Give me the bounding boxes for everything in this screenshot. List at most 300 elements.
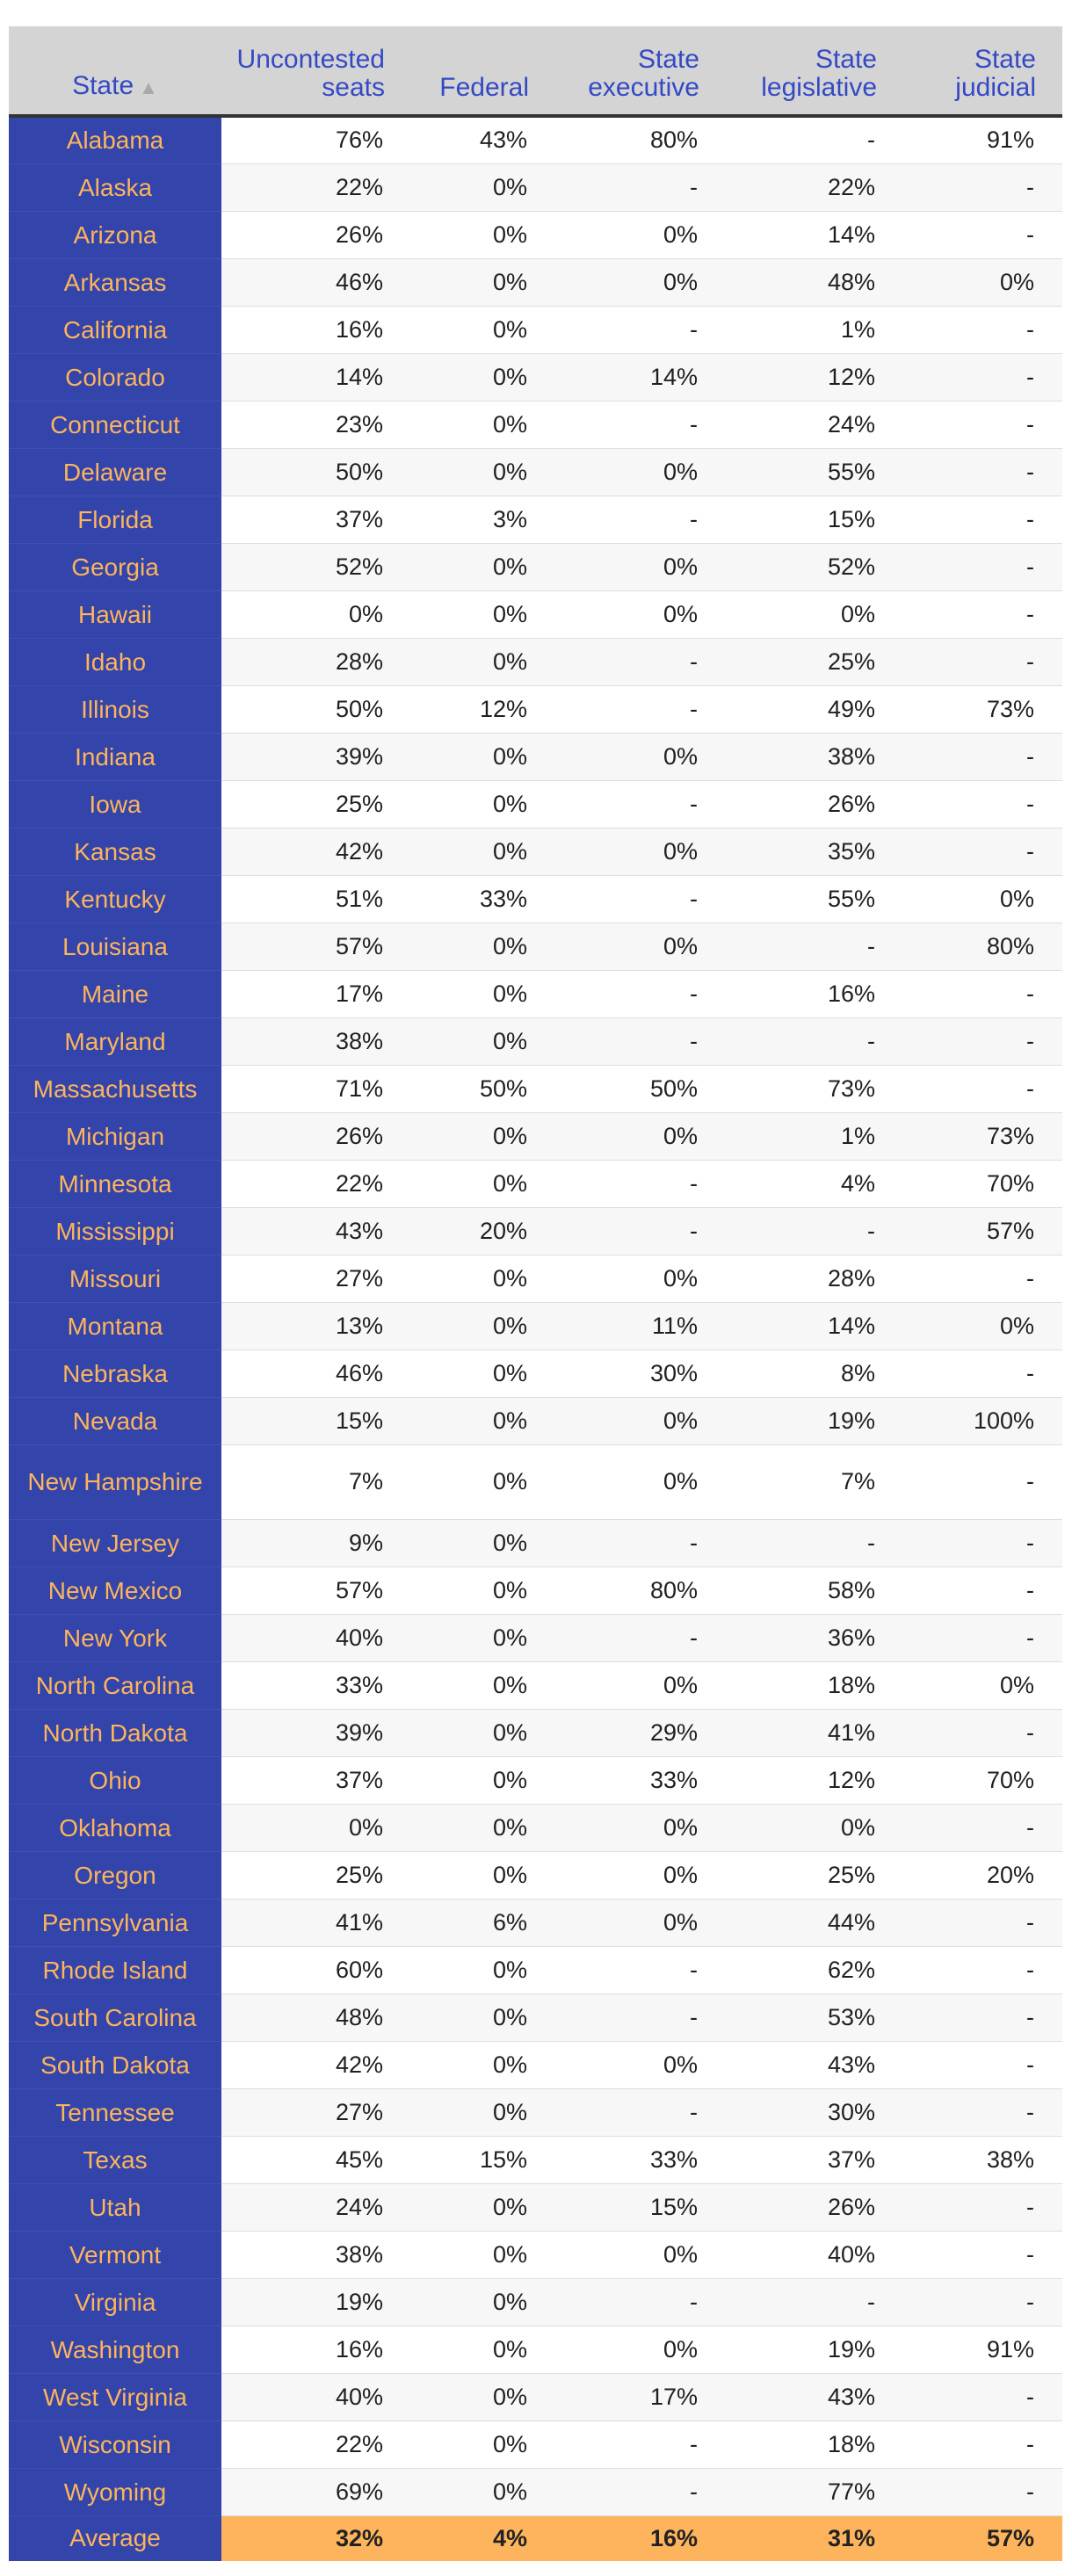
table-body: [9, 116, 1062, 2515]
state-executive-cell: -: [555, 2420, 726, 2468]
state-name-cell: Texas: [9, 2136, 221, 2183]
federal-cell: 0%: [411, 1851, 555, 1899]
column-header-federal[interactable]: [411, 26, 555, 116]
uncontested-seats-cell: 39%: [221, 1709, 411, 1756]
state-name-cell: Iowa: [9, 780, 221, 828]
federal-cell: 3%: [411, 496, 555, 543]
federal-cell: 0%: [411, 1756, 555, 1804]
state-executive-cell: -: [555, 2468, 726, 2515]
uncontested-seats-cell: 76%: [221, 116, 411, 163]
state-judicial-cell: -: [903, 733, 1062, 780]
state-judicial-cell: -: [903, 590, 1062, 638]
state-judicial-cell: 20%: [903, 1851, 1062, 1899]
state-judicial-cell: 100%: [903, 1397, 1062, 1444]
table-row: [9, 2136, 1062, 2183]
table-row: [9, 401, 1062, 448]
state-judicial-cell: -: [903, 638, 1062, 685]
federal-cell: 0%: [411, 1567, 555, 1614]
federal-cell: 15%: [411, 2136, 555, 2183]
state-name-cell: North Carolina: [9, 1661, 221, 1709]
column-header-state-legislative[interactable]: [726, 26, 903, 116]
uncontested-seats-cell: 51%: [221, 875, 411, 923]
table-row: [9, 1756, 1062, 1804]
table-row: [9, 1112, 1062, 1160]
state-name-cell: Oregon: [9, 1851, 221, 1899]
average-label: Average: [9, 2515, 221, 2561]
federal-cell: 20%: [411, 1207, 555, 1255]
federal-cell: 0%: [411, 2373, 555, 2420]
state-legislative-cell: 35%: [726, 828, 903, 875]
uncontested-seats-cell: 71%: [221, 1065, 411, 1112]
state-name-cell: Washington: [9, 2326, 221, 2373]
state-legislative-cell: 18%: [726, 1661, 903, 1709]
uncontested-seats-cell: 37%: [221, 496, 411, 543]
column-header-state[interactable]: [9, 26, 221, 116]
table-row: [9, 1519, 1062, 1567]
table-footer: [9, 2515, 1062, 2561]
state-name-cell: Nebraska: [9, 1350, 221, 1397]
state-executive-cell: -: [555, 1207, 726, 1255]
state-judicial-cell: 70%: [903, 1160, 1062, 1207]
state-name-cell: Minnesota: [9, 1160, 221, 1207]
state-legislative-cell: 26%: [726, 2183, 903, 2231]
uncontested-seats-cell: 28%: [221, 638, 411, 685]
federal-cell: 0%: [411, 353, 555, 401]
state-judicial-cell: -: [903, 828, 1062, 875]
table-row: [9, 875, 1062, 923]
state-executive-cell: 33%: [555, 2136, 726, 2183]
table-row: [9, 211, 1062, 258]
uncontested-seats-cell: 16%: [221, 306, 411, 353]
uncontested-seats-cell: 45%: [221, 2136, 411, 2183]
state-legislative-cell: 16%: [726, 970, 903, 1017]
state-executive-cell: -: [555, 1614, 726, 1661]
state-executive-cell: 0%: [555, 211, 726, 258]
uncontested-seats-table: [9, 26, 1062, 2561]
average-state-executive-cell: 16%: [555, 2515, 726, 2561]
federal-cell: 0%: [411, 780, 555, 828]
state-judicial-cell: 91%: [903, 2326, 1062, 2373]
state-executive-cell: 0%: [555, 1397, 726, 1444]
state-legislative-cell: 37%: [726, 2136, 903, 2183]
table-row: [9, 1255, 1062, 1302]
state-legislative-cell: 1%: [726, 306, 903, 353]
state-legislative-cell: 19%: [726, 2326, 903, 2373]
uncontested-seats-cell: 16%: [221, 2326, 411, 2373]
state-legislative-cell: 36%: [726, 1614, 903, 1661]
state-legislative-cell: 38%: [726, 733, 903, 780]
state-judicial-cell: -: [903, 1255, 1062, 1302]
state-legislative-cell: -: [726, 923, 903, 970]
state-legislative-cell: 77%: [726, 2468, 903, 2515]
federal-cell: 50%: [411, 1065, 555, 1112]
state-name-cell: Wyoming: [9, 2468, 221, 2515]
state-legislative-cell: 58%: [726, 1567, 903, 1614]
table-row: [9, 970, 1062, 1017]
column-header-label: State: [72, 71, 134, 100]
state-legislative-cell: 14%: [726, 211, 903, 258]
federal-cell: 0%: [411, 1350, 555, 1397]
table-row: [9, 2183, 1062, 2231]
column-header-label: legislative: [761, 73, 877, 102]
state-name-cell: West Virginia: [9, 2373, 221, 2420]
state-judicial-cell: 38%: [903, 2136, 1062, 2183]
federal-cell: 0%: [411, 970, 555, 1017]
state-judicial-cell: -: [903, 2041, 1062, 2088]
state-legislative-cell: -: [726, 1519, 903, 1567]
state-legislative-cell: 18%: [726, 2420, 903, 2468]
uncontested-seats-cell: 48%: [221, 1994, 411, 2041]
state-judicial-cell: -: [903, 496, 1062, 543]
state-executive-cell: 80%: [555, 116, 726, 163]
average-state-judicial-cell: 57%: [903, 2515, 1062, 2561]
table-row: [9, 2420, 1062, 2468]
state-executive-cell: 0%: [555, 1661, 726, 1709]
state-name-cell: Florida: [9, 496, 221, 543]
state-legislative-cell: -: [726, 116, 903, 163]
uncontested-seats-cell: 25%: [221, 1851, 411, 1899]
state-executive-cell: -: [555, 2088, 726, 2136]
table-row: [9, 685, 1062, 733]
average-uncontested-seats-cell: 32%: [221, 2515, 411, 2561]
table-row: [9, 543, 1062, 590]
table-row: [9, 2088, 1062, 2136]
state-judicial-cell: -: [903, 2420, 1062, 2468]
sort-ascending-icon[interactable]: ▲: [139, 76, 158, 98]
table-row: [9, 116, 1062, 163]
state-judicial-cell: -: [903, 1350, 1062, 1397]
state-judicial-cell: -: [903, 1065, 1062, 1112]
uncontested-seats-cell: 0%: [221, 590, 411, 638]
uncontested-seats-cell: 39%: [221, 733, 411, 780]
state-executive-cell: 17%: [555, 2373, 726, 2420]
state-name-cell: Colorado: [9, 353, 221, 401]
state-legislative-cell: 28%: [726, 1255, 903, 1302]
federal-cell: 0%: [411, 163, 555, 211]
federal-cell: 0%: [411, 2183, 555, 2231]
federal-cell: 0%: [411, 590, 555, 638]
uncontested-seats-cell: 22%: [221, 2420, 411, 2468]
state-legislative-cell: 14%: [726, 1302, 903, 1350]
state-judicial-cell: -: [903, 1567, 1062, 1614]
federal-cell: 0%: [411, 448, 555, 496]
state-judicial-cell: 80%: [903, 923, 1062, 970]
state-name-cell: Indiana: [9, 733, 221, 780]
state-executive-cell: 0%: [555, 1851, 726, 1899]
federal-cell: 0%: [411, 733, 555, 780]
state-judicial-cell: -: [903, 1444, 1062, 1519]
state-name-cell: Mississippi: [9, 1207, 221, 1255]
column-header-label: State: [637, 45, 699, 74]
state-judicial-cell: -: [903, 1804, 1062, 1851]
table-row: [9, 1899, 1062, 1946]
state-executive-cell: 0%: [555, 2326, 726, 2373]
state-legislative-cell: 22%: [726, 163, 903, 211]
federal-cell: 0%: [411, 1017, 555, 1065]
state-legislative-cell: 55%: [726, 448, 903, 496]
federal-cell: 0%: [411, 1519, 555, 1567]
table-row: [9, 2041, 1062, 2088]
state-executive-cell: 0%: [555, 590, 726, 638]
state-executive-cell: -: [555, 401, 726, 448]
state-judicial-cell: -: [903, 211, 1062, 258]
state-judicial-cell: -: [903, 2088, 1062, 2136]
uncontested-seats-cell: 46%: [221, 1350, 411, 1397]
federal-cell: 0%: [411, 828, 555, 875]
state-judicial-cell: 73%: [903, 1112, 1062, 1160]
federal-cell: 0%: [411, 2326, 555, 2373]
state-name-cell: Massachusetts: [9, 1065, 221, 1112]
column-header-label: seats: [322, 73, 385, 102]
state-name-cell: South Dakota: [9, 2041, 221, 2088]
state-legislative-cell: -: [726, 2278, 903, 2326]
federal-cell: 12%: [411, 685, 555, 733]
uncontested-seats-cell: 41%: [221, 1899, 411, 1946]
table-row: [9, 1661, 1062, 1709]
state-name-cell: Alabama: [9, 116, 221, 163]
uncontested-seats-cell: 60%: [221, 1946, 411, 1994]
table-row: [9, 1709, 1062, 1756]
table-row: [9, 2468, 1062, 2515]
state-executive-cell: 33%: [555, 1756, 726, 1804]
federal-cell: 6%: [411, 1899, 555, 1946]
table-row: [9, 1614, 1062, 1661]
federal-cell: 33%: [411, 875, 555, 923]
state-name-cell: Michigan: [9, 1112, 221, 1160]
state-legislative-cell: 0%: [726, 1804, 903, 1851]
state-judicial-cell: -: [903, 2278, 1062, 2326]
uncontested-seats-cell: 52%: [221, 543, 411, 590]
state-judicial-cell: -: [903, 306, 1062, 353]
table-row: [9, 1397, 1062, 1444]
state-executive-cell: 11%: [555, 1302, 726, 1350]
uncontested-seats-cell: 37%: [221, 1756, 411, 1804]
state-judicial-cell: -: [903, 543, 1062, 590]
federal-cell: 0%: [411, 2278, 555, 2326]
state-executive-cell: 15%: [555, 2183, 726, 2231]
state-name-cell: Wisconsin: [9, 2420, 221, 2468]
uncontested-seats-cell: 69%: [221, 2468, 411, 2515]
state-legislative-cell: 1%: [726, 1112, 903, 1160]
federal-cell: 43%: [411, 116, 555, 163]
uncontested-seats-cell: 42%: [221, 828, 411, 875]
federal-cell: 0%: [411, 1709, 555, 1756]
uncontested-seats-cell: 43%: [221, 1207, 411, 1255]
state-judicial-cell: -: [903, 1017, 1062, 1065]
state-legislative-cell: 43%: [726, 2041, 903, 2088]
state-name-cell: Maine: [9, 970, 221, 1017]
state-legislative-cell: 25%: [726, 638, 903, 685]
table-row: [9, 733, 1062, 780]
state-legislative-cell: 4%: [726, 1160, 903, 1207]
uncontested-seats-cell: 14%: [221, 353, 411, 401]
uncontested-seats-cell: 26%: [221, 211, 411, 258]
column-header-label: State: [815, 45, 877, 74]
column-header-state-judicial[interactable]: [903, 26, 1062, 116]
average-row: [9, 2515, 1062, 2561]
uncontested-seats-cell: 40%: [221, 1614, 411, 1661]
state-name-cell: Montana: [9, 1302, 221, 1350]
federal-cell: 0%: [411, 2088, 555, 2136]
state-executive-cell: 0%: [555, 1112, 726, 1160]
federal-cell: 0%: [411, 1946, 555, 1994]
uncontested-seats-cell: 57%: [221, 1567, 411, 1614]
state-executive-cell: 0%: [555, 828, 726, 875]
state-executive-cell: -: [555, 780, 726, 828]
state-executive-cell: 0%: [555, 1804, 726, 1851]
state-name-cell: Delaware: [9, 448, 221, 496]
federal-cell: 0%: [411, 1804, 555, 1851]
uncontested-seats-cell: 22%: [221, 163, 411, 211]
state-name-cell: Georgia: [9, 543, 221, 590]
state-executive-cell: 0%: [555, 1255, 726, 1302]
state-judicial-cell: -: [903, 163, 1062, 211]
state-judicial-cell: 70%: [903, 1756, 1062, 1804]
table-row: [9, 1065, 1062, 1112]
state-judicial-cell: -: [903, 1994, 1062, 2041]
uncontested-seats-cell: 15%: [221, 1397, 411, 1444]
state-name-cell: New York: [9, 1614, 221, 1661]
table-row: [9, 780, 1062, 828]
state-judicial-cell: -: [903, 353, 1062, 401]
uncontested-seats-cell: 46%: [221, 258, 411, 306]
state-name-cell: Maryland: [9, 1017, 221, 1065]
uncontested-seats-cell: 42%: [221, 2041, 411, 2088]
state-executive-cell: -: [555, 2278, 726, 2326]
state-name-cell: New Hampshire: [9, 1444, 221, 1519]
table-row: [9, 828, 1062, 875]
table-row: [9, 353, 1062, 401]
state-judicial-cell: -: [903, 448, 1062, 496]
federal-cell: 0%: [411, 2231, 555, 2278]
federal-cell: 0%: [411, 1444, 555, 1519]
column-header-state-executive[interactable]: [555, 26, 726, 116]
state-legislative-cell: 53%: [726, 1994, 903, 2041]
state-name-cell: Missouri: [9, 1255, 221, 1302]
state-name-cell: North Dakota: [9, 1709, 221, 1756]
uncontested-seats-cell: 33%: [221, 1661, 411, 1709]
state-name-cell: Virginia: [9, 2278, 221, 2326]
state-executive-cell: -: [555, 163, 726, 211]
state-executive-cell: 80%: [555, 1567, 726, 1614]
table-row: [9, 1994, 1062, 2041]
column-header-uncontested-seats[interactable]: [221, 26, 411, 116]
state-legislative-cell: 7%: [726, 1444, 903, 1519]
state-name-cell: Kentucky: [9, 875, 221, 923]
federal-cell: 0%: [411, 211, 555, 258]
federal-cell: 0%: [411, 258, 555, 306]
state-legislative-cell: 12%: [726, 353, 903, 401]
uncontested-seats-cell: 13%: [221, 1302, 411, 1350]
federal-cell: 0%: [411, 1255, 555, 1302]
state-executive-cell: 0%: [555, 2231, 726, 2278]
state-executive-cell: -: [555, 306, 726, 353]
federal-cell: 0%: [411, 543, 555, 590]
state-legislative-cell: 73%: [726, 1065, 903, 1112]
table-row: [9, 1207, 1062, 1255]
state-judicial-cell: -: [903, 401, 1062, 448]
federal-cell: 0%: [411, 401, 555, 448]
table-row: [9, 1851, 1062, 1899]
state-name-cell: Arizona: [9, 211, 221, 258]
state-judicial-cell: -: [903, 1946, 1062, 1994]
state-judicial-cell: -: [903, 1614, 1062, 1661]
table-row: [9, 1160, 1062, 1207]
state-legislative-cell: 8%: [726, 1350, 903, 1397]
table-row: [9, 1946, 1062, 1994]
state-name-cell: Rhode Island: [9, 1946, 221, 1994]
average-state-legislative-cell: 31%: [726, 2515, 903, 2561]
state-executive-cell: -: [555, 970, 726, 1017]
header-row: [9, 26, 1062, 116]
state-legislative-cell: 40%: [726, 2231, 903, 2278]
state-executive-cell: 0%: [555, 258, 726, 306]
state-executive-cell: -: [555, 685, 726, 733]
table-row: [9, 306, 1062, 353]
uncontested-seats-cell: 24%: [221, 2183, 411, 2231]
federal-cell: 0%: [411, 638, 555, 685]
federal-cell: 0%: [411, 306, 555, 353]
column-header-label: executive: [588, 73, 699, 102]
state-executive-cell: 30%: [555, 1350, 726, 1397]
state-executive-cell: -: [555, 1946, 726, 1994]
state-judicial-cell: 57%: [903, 1207, 1062, 1255]
state-executive-cell: -: [555, 1017, 726, 1065]
state-legislative-cell: -: [726, 1207, 903, 1255]
state-legislative-cell: 55%: [726, 875, 903, 923]
federal-cell: 0%: [411, 2420, 555, 2468]
uncontested-seats-cell: 25%: [221, 780, 411, 828]
state-legislative-cell: 52%: [726, 543, 903, 590]
uncontested-seats-cell: 7%: [221, 1444, 411, 1519]
column-header-label: judicial: [955, 73, 1036, 102]
state-judicial-cell: -: [903, 1899, 1062, 1946]
state-judicial-cell: -: [903, 1709, 1062, 1756]
state-judicial-cell: 0%: [903, 258, 1062, 306]
state-executive-cell: -: [555, 496, 726, 543]
state-name-cell: Oklahoma: [9, 1804, 221, 1851]
uncontested-seats-cell: 38%: [221, 1017, 411, 1065]
state-judicial-cell: -: [903, 1519, 1062, 1567]
state-judicial-cell: 0%: [903, 875, 1062, 923]
state-executive-cell: 14%: [555, 353, 726, 401]
state-name-cell: Pennsylvania: [9, 1899, 221, 1946]
average-federal-cell: 4%: [411, 2515, 555, 2561]
uncontested-seats-cell: 27%: [221, 2088, 411, 2136]
federal-cell: 0%: [411, 1397, 555, 1444]
uncontested-seats-cell: 50%: [221, 685, 411, 733]
column-header-label: Federal: [439, 73, 529, 102]
state-name-cell: Utah: [9, 2183, 221, 2231]
state-judicial-cell: -: [903, 2183, 1062, 2231]
uncontested-seats-cell: 38%: [221, 2231, 411, 2278]
state-legislative-cell: 24%: [726, 401, 903, 448]
table-row: [9, 1017, 1062, 1065]
table-row: [9, 1804, 1062, 1851]
table-row: [9, 2231, 1062, 2278]
table-row: [9, 2278, 1062, 2326]
state-legislative-cell: 19%: [726, 1397, 903, 1444]
state-executive-cell: -: [555, 1519, 726, 1567]
state-judicial-cell: 0%: [903, 1661, 1062, 1709]
federal-cell: 0%: [411, 1661, 555, 1709]
state-executive-cell: 0%: [555, 1899, 726, 1946]
state-name-cell: Tennessee: [9, 2088, 221, 2136]
state-judicial-cell: -: [903, 2468, 1062, 2515]
table-row: [9, 258, 1062, 306]
uncontested-seats-cell: 57%: [221, 923, 411, 970]
table-row: [9, 590, 1062, 638]
